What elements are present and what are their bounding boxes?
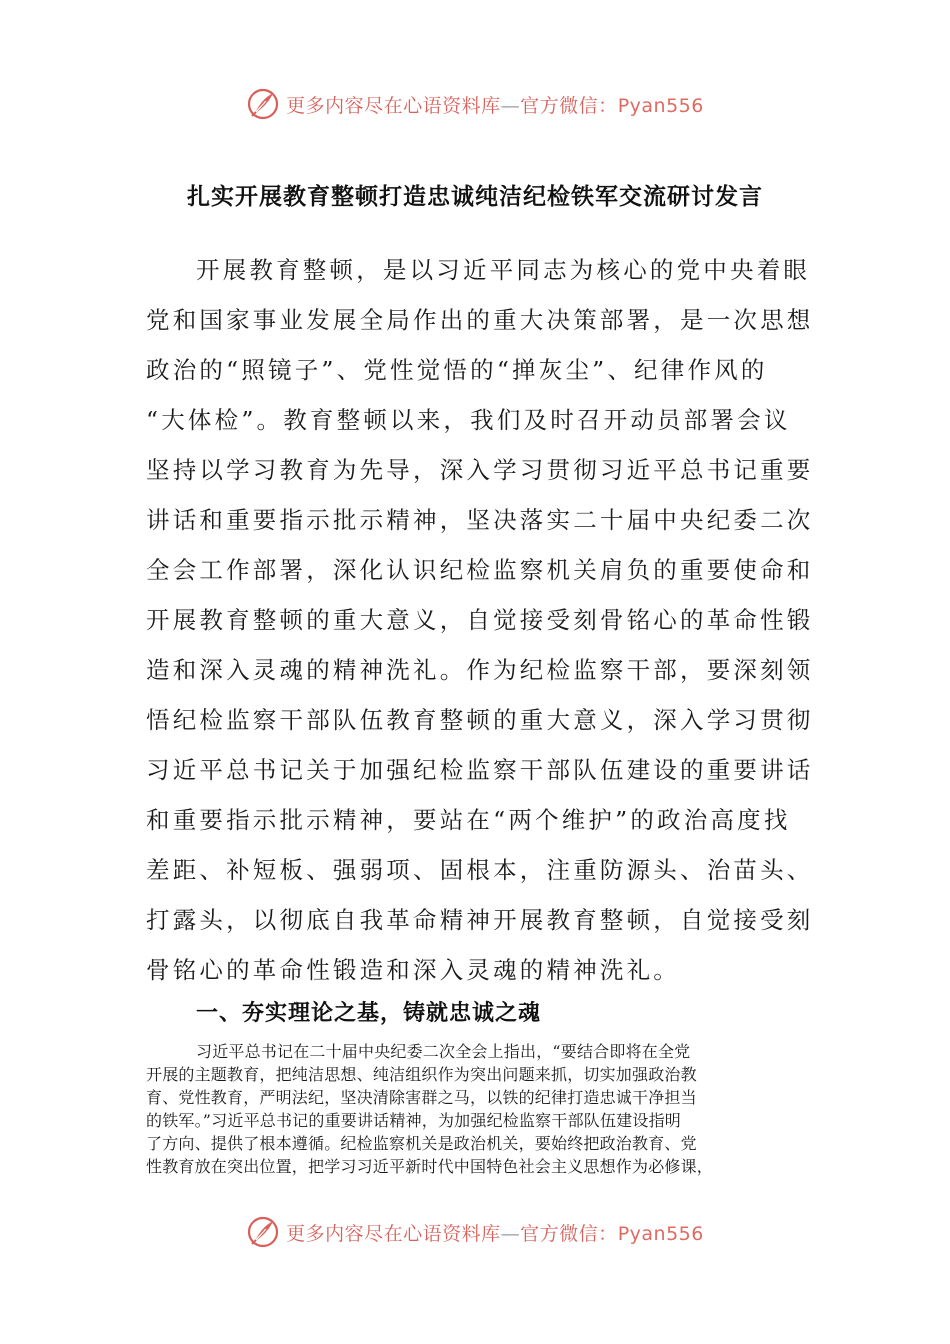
intro-line: 开展教育整顿的重大意义，自觉接受刻骨铭心的革命性锻 bbox=[146, 606, 814, 634]
document-title: 扎实开展教育整顿打造忠诚纯洁纪检铁军交流研讨发言 bbox=[187, 184, 763, 210]
section-1-line: 育、党性教育，严明法纪，坚决清除害群之马，以铁的纪律打造忠诚干净担当 bbox=[146, 1088, 697, 1107]
feather-pen-logo-icon bbox=[246, 87, 280, 121]
intro-line: 差距、补短板、强弱项、固根本，注重防源头、治苗头、 bbox=[146, 856, 814, 884]
watermark-header bbox=[0, 84, 950, 124]
intro-line: 习近平总书记关于加强纪检监察干部队伍建设的重要讲话 bbox=[146, 756, 814, 784]
watermark-prefix: 更多内容尽在心语资料库 bbox=[286, 1222, 501, 1245]
intro-line: 悟纪检监察干部队伍教育整顿的重大意义，深入学习贯彻 bbox=[146, 706, 814, 734]
intro-line: “大体检”。教育整顿以来，我们及时召开动员部署会议 bbox=[146, 406, 791, 434]
section-1-line: 性教育放在突出位置，把学习习近平新时代中国特色社会主义思想作为必修课， bbox=[146, 1157, 714, 1176]
section-1-line: 习近平总书记在二十届中央纪委二次全会上指出，“要结合即将在全党 bbox=[196, 1042, 691, 1061]
watermark-text bbox=[286, 91, 704, 118]
intro-line: 坚持以学习教育为先导，深入学习贯彻习近平总书记重要 bbox=[146, 456, 814, 484]
intro-line: 全会工作部署，深化认识纪检监察机关肩负的重要使命和 bbox=[146, 556, 814, 584]
watermark-group bbox=[246, 1215, 704, 1249]
intro-line: 骨铭心的革命性锻造和深入灵魂的精神洗礼。 bbox=[146, 956, 680, 984]
section-1-line: 了方向、提供了根本遵循。纪检监察机关是政治机关，要始终把政治教育、党 bbox=[146, 1134, 697, 1153]
feather-pen-logo-icon bbox=[246, 1215, 280, 1249]
intro-line: 打露头，以彻底自我革命精神开展教育整顿，自觉接受刻 bbox=[146, 906, 814, 934]
intro-line: 开展教育整顿，是以习近平同志为核心的党中央着眼 bbox=[196, 256, 811, 284]
watermark-middle: 官方微信： bbox=[520, 1222, 618, 1245]
watermark-wechat-id: Pyan556 bbox=[617, 1222, 704, 1245]
section-1-line: 开展的主题教育，把纯洁思想、纯洁组织作为突出问题来抓，切实加强政治教 bbox=[146, 1065, 697, 1084]
intro-paragraph bbox=[146, 245, 814, 995]
watermark-separator: — bbox=[500, 94, 521, 117]
intro-line: 造和深入灵魂的精神洗礼。作为纪检监察干部，要深刻领 bbox=[146, 656, 814, 684]
intro-line: 政治的“照镜子”、党性觉悟的“掸灰尘”、纪律作风的 bbox=[146, 356, 768, 384]
watermark-footer bbox=[0, 1212, 950, 1252]
section-heading-1: 一、夯实理论之基，铸就忠诚之魂 bbox=[196, 1001, 542, 1026]
watermark-prefix: 更多内容尽在心语资料库 bbox=[286, 94, 501, 117]
watermark-wechat-id: Pyan556 bbox=[617, 94, 704, 117]
intro-line: 党和国家事业发展全局作出的重大决策部署，是一次思想 bbox=[146, 306, 814, 334]
intro-line: 讲话和重要指示批示精神，坚决落实二十届中央纪委二次 bbox=[146, 506, 814, 534]
watermark-group bbox=[246, 87, 704, 121]
section-1-line: 的铁军。”习近平总书记的重要讲话精神，为加强纪检监察干部队伍建设指明 bbox=[146, 1111, 681, 1130]
intro-line: 和重要指示批示精神，要站在“两个维护”的政治高度找 bbox=[146, 806, 791, 834]
watermark-middle: 官方微信： bbox=[520, 94, 618, 117]
section-1-paragraph bbox=[146, 1040, 822, 1178]
watermark-separator: — bbox=[500, 1222, 521, 1245]
watermark-text bbox=[286, 1219, 704, 1246]
